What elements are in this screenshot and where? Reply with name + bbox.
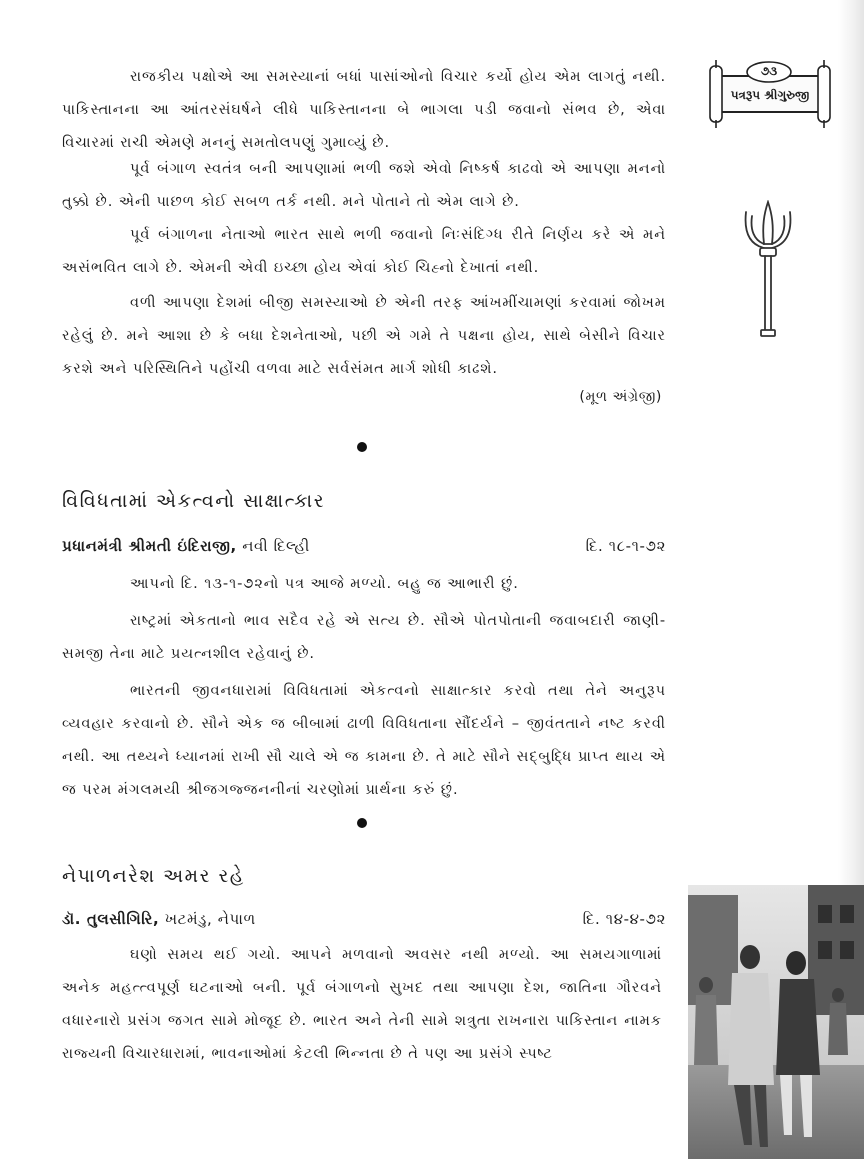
letter1-paragraph-1: રાજકીય પક્ષોએ આ સમસ્યાનાં બધાં પાસાંઓનો વિચાર કર્યો હોય એમ લાગતું નથી. પાકિસ્તાનના આ આંતરસંઘર્ષને લીધે પાકિસ્તાનના બે ભાગલા પડી જવાનો સંભવ છે, એવા વિચારમાં રાચી એમણે મનનું સમતોલપણું ગુમાવ્યું છે. [62,68,666,151]
letter1-paragraph-4: વળી આપણા દેશમાં બીજી સમસ્યાઓ છે એની તરફ આંખમીંચામણાં કરવામાં જોખમ રહેલું છે. મને આશા છે કે બધા દેશનેતાઓ, પછી એ ગમે તે પક્ષના હોય, સાથે બેસીને વિચાર કરશે અને પરિસ્થિતિને પહોંચી વળવા માટે સર્વસંમત માર્ગ શોધી કાઢશે. [62,294,666,377]
letter2-recipient-name: પ્રધાનમંત્રી શ્રીમતી ઇંદિરાજી, [62,537,237,555]
running-title: પત્રરૂપ શ્રીગુરુજી [730,88,810,102]
bullet-dot-icon [357,442,367,452]
letter2-paragraph-1: આપનો દિ. ૧૩-૧-૭૨નો પત્ર આજે મળ્યો. બહુ જ આભારી છું. [130,575,519,592]
street-photograph [688,885,864,1159]
trident-icon [740,200,796,340]
letter3-address-row [62,910,666,936]
bullet-dot-icon [357,818,367,828]
running-header-scroll [706,56,834,132]
letter3-recipient-place: ખટમંડુ, નેપાળ [164,910,256,928]
letter2-recipient-place: નવી દિલ્હી [242,537,310,555]
letter3-title: નેપાળનરેશ અમર રહે [62,865,245,887]
letter1-paragraph-2: પૂર્વ બંગાળ સ્વતંત્ર બની આપણામાં ભળી જશે એવો નિષ્કર્ષ કાઢવો એ આપણા મનનો તુક્કો છે. એની પાછળ કોઈ સબળ તર્ક નથી. મને પોતાને તો એમ લાગે છે. [62,160,666,210]
letter1-paragraph-3: પૂર્વ બંગાળના નેતાઓ ભારત સાથે ભળી જવાનો નિઃસંદિગ્ધ રીતે નિર્ણય કરે એ મને અસંભવિત લાગે છે. એમની એવી ઇચ્છા હોય એવાં કોઈ ચિહ્નો દેખાતાં નથી. [62,226,666,276]
letter2-address-row [62,537,666,563]
letter2-title: વિવિધતામાં એકત્વનો સાક્ષાત્કાર [62,490,326,512]
letter1-signature: (મૂળ અંગ્રેજી) [579,389,662,405]
page-number: ૭૩ [760,64,778,78]
letter2-recipient [62,537,310,555]
letter3-recipient [62,910,256,928]
photo-image [688,885,864,1159]
letter2-paragraph-2: રાષ્ટ્રમાં એકતાનો ભાવ સદૈવ રહે એ સત્ય છે. સૌએ પોતપોતાની જવાબદારી જાણી-સમજી તેના માટે પ્રયત્નશીલ રહેવાનું છે. [62,612,666,662]
letter3-paragraph-1: ઘણો સમય થઈ ગયો. આપને મળવાનો અવસર નથી મળ્યો. આ સમયગાળામાં અનેક મહત્ત્વપૂર્ણ ઘટનાઓ બની. પૂર્વ બંગાળનો સુખદ તથા આપણા દેશ, જાતિના ગૌરવને વધારનારો પ્રસંગ જગત સામે મોજૂદ છે. ભારત અને તેની સામે શત્રુતા રાખનારા પાકિસ્તાન નામક રાજ્યની વિચારધારામાં, ભાવનાઓમાં કેટલી ભિન્નતા છે તે પણ આ પ્રસંગે સ્પષ્ટ [62,946,662,1062]
letter3-date: દિ. ૧૪-૪-૭૨ [582,910,666,928]
letter3-recipient-name: ડૉ. તુલસીગિરિ, [62,910,160,928]
letter2-date: દિ. ૧૮-૧-૭૨ [585,537,666,555]
letter2-paragraph-3: ભારતની જીવનધારામાં વિવિધતામાં એકત્વનો સાક્ષાત્કાર કરવો તથા તેને અનુરૂપ વ્યવહાર કરવાનો છે. સૌને એક જ બીબામાં ઢાળી વિવિધતાના સૌંદર્યને – જીવંતતાને નષ્ટ કરવી નથી. આ તથ્યને ધ્યાનમાં રાખી સૌ ચાલે એ જ કામના છે. તે માટે સૌને સદ્બુદ્ધિ પ્રાપ્ત થાય એ જ પરમ મંગલમયી શ્રીજગજ્જનનીનાં ચરણોમાં પ્રાર્થના કરું છું. [62,682,666,798]
